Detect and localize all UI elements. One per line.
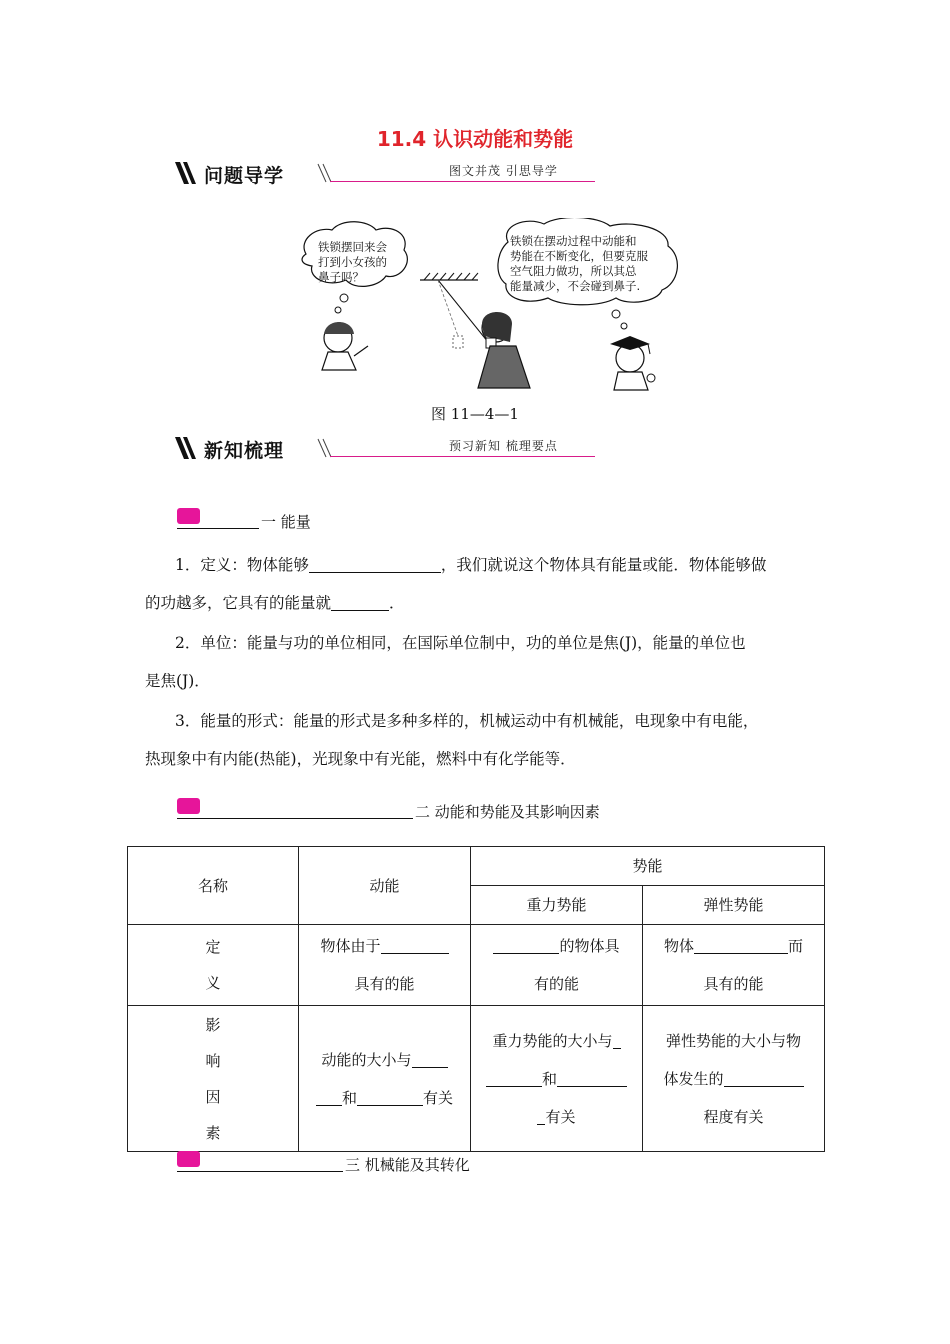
text: 具有的能 — [703, 975, 764, 993]
bubble-right-line-3: 空气阻力做功，所以其总 — [510, 264, 637, 278]
char: 定 — [205, 938, 221, 956]
text: 物体由于 — [320, 937, 381, 955]
section-tab-icon — [177, 798, 200, 814]
section-tab-icon — [177, 508, 200, 524]
header-name: 名称 — [128, 847, 299, 925]
fill-blank[interactable] — [331, 595, 389, 612]
text: 的物体具 — [559, 937, 620, 955]
cell-kinetic-factors — [299, 1006, 471, 1152]
text: 是焦(J)． — [145, 672, 210, 690]
fill-blank[interactable] — [412, 1052, 448, 1068]
cell-elastic-definition — [643, 925, 825, 1006]
section-underline — [177, 818, 413, 819]
illustration — [298, 218, 683, 393]
text: 和 — [541, 1069, 557, 1088]
text: 弹性势能的大小与物 — [666, 1031, 802, 1050]
text: 体发生的 — [663, 1069, 724, 1088]
bubble-right-line-4: 能量减少，不会碰到鼻子. — [510, 279, 641, 293]
text: 而 — [788, 937, 804, 955]
fill-blank[interactable] — [486, 1071, 542, 1087]
banner-underline — [330, 181, 595, 182]
text: 有关 — [545, 1107, 576, 1126]
cell-gravity-factors — [471, 1006, 643, 1152]
text: 动能的大小与 — [321, 1050, 412, 1069]
text: 有关 — [423, 1088, 454, 1107]
text: 1．定义：物体能够 — [175, 556, 309, 574]
text: 程度有关 — [703, 1107, 764, 1126]
text: 重力势能的大小与 — [492, 1031, 613, 1050]
text: 有的能 — [533, 975, 579, 993]
svg-text:铁锁在摆动过程中动能和 势能在不断变化，但要克服 — [510, 234, 652, 293]
cell-gravity-definition — [471, 925, 643, 1006]
bubble-left-line-2: 打到小女孩的 — [318, 255, 387, 269]
paragraph-unit — [145, 624, 810, 700]
fill-blank[interactable] — [613, 1033, 621, 1049]
banner-question-guide — [175, 160, 595, 190]
text: 的功越多，它具有的能量就 — [145, 594, 332, 612]
section-label: 一 能量 — [261, 513, 311, 531]
text: ，我们就说这个物体具有能量或能．物体能够做 — [440, 556, 767, 574]
row-label-definition — [128, 925, 299, 1006]
text: 和 — [341, 1088, 357, 1107]
char: 影 — [205, 1015, 221, 1034]
energy-table — [127, 846, 825, 1152]
bubble-left-line-3: 鼻子吗？ — [318, 270, 364, 284]
fill-blank[interactable] — [493, 938, 559, 954]
banner-title: 问题导学 — [204, 165, 285, 187]
banner-underline — [330, 456, 595, 457]
banner-subtitle: 预习新知 梳理要点 — [449, 439, 558, 453]
banner-title: 新知梳理 — [204, 440, 285, 462]
paragraph-forms — [145, 702, 810, 778]
text: 热现象中有内能(热能)，光现象中有光能，燃料中有化学能等． — [145, 750, 576, 768]
fill-blank[interactable] — [309, 557, 441, 574]
text: 2．单位：能量与功的单位相同，在国际单位制中，功的单位是焦(J)，能量的单位也 — [175, 634, 746, 652]
row-label-factors — [128, 1006, 299, 1152]
fill-blank[interactable] — [694, 938, 788, 954]
bubble-left-line-1: 铁锁摆回来会 — [318, 240, 387, 254]
header-elastic: 弹性势能 — [643, 886, 825, 925]
text: 3．能量的形式：能量的形式是多种多样的，机械运动中有机械能，电现象中有电能， — [175, 712, 759, 730]
pendulum-cartoon-icon — [298, 218, 683, 393]
header-gravity: 重力势能 — [471, 886, 643, 925]
figure-caption: 图 11—4—1 — [431, 405, 519, 423]
fill-blank[interactable] — [557, 1071, 627, 1087]
char: 义 — [205, 974, 221, 992]
char: 响 — [205, 1051, 221, 1070]
banner-new-knowledge — [175, 435, 595, 465]
header-potential: 势能 — [471, 847, 825, 886]
fill-blank[interactable] — [357, 1090, 423, 1106]
fill-blank[interactable] — [724, 1071, 804, 1087]
text: ． — [389, 594, 405, 612]
section-tab-icon — [177, 1151, 200, 1167]
section-label: 二 动能和势能及其影响因素 — [415, 803, 600, 821]
banner-subtitle: 图文并茂 引思导学 — [449, 164, 558, 178]
header-kinetic: 动能 — [299, 847, 471, 925]
slash-mark-icon — [175, 160, 197, 186]
cell-kinetic-definition — [299, 925, 471, 1006]
fill-blank[interactable] — [381, 938, 449, 954]
cell-elastic-factors — [643, 1006, 825, 1152]
char: 因 — [205, 1087, 221, 1106]
char: 素 — [205, 1123, 221, 1142]
section-label: 三 机械能及其转化 — [345, 1156, 470, 1174]
section-underline — [177, 1171, 343, 1172]
text: 具有的能 — [354, 975, 415, 993]
paragraph-definition — [145, 546, 810, 622]
text: 物体 — [663, 937, 694, 955]
page-title: 11.4 认识动能和势能 — [376, 127, 574, 151]
section-underline — [177, 528, 259, 529]
bubble-right-line-2: 势能在不断变化，但要克服 — [510, 249, 648, 263]
fill-blank[interactable] — [316, 1090, 342, 1106]
slash-mark-icon — [175, 435, 197, 461]
bubble-right-line-1: 铁锁在摆动过程中动能和 — [510, 234, 637, 248]
